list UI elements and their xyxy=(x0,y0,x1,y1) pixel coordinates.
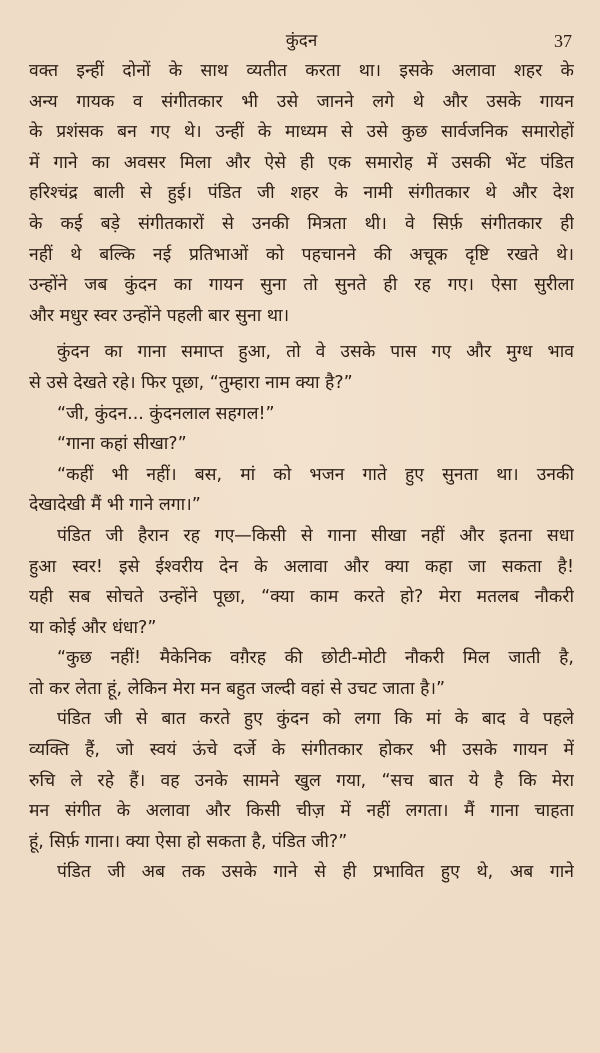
paragraph xyxy=(29,521,574,643)
text-line: पंडित जी हैरान रह गए—किसी से गाना सीखा नहीं और इतना सधा xyxy=(57,525,574,546)
text-line: हुआ स्वर! इसे ईश्वरीय देन के अलावा और क्या कहा जा सकता है! xyxy=(29,556,574,577)
running-header xyxy=(29,0,574,56)
text-line: कुंदन का गाना समाप्त हुआ, तो वे उसके पास गए और मुग्ध भाव xyxy=(57,342,574,363)
text-line: पंडित जी से बात करते हुए कुंदन को लगा कि मां के बाद वे पहले xyxy=(57,709,574,730)
body-text xyxy=(29,56,574,888)
text-line: अन्य गायक व संगीतकार भी उसे जानने लगे थे और उसके गायन xyxy=(29,91,574,112)
text-line: “कहीं भी नहीं। बस, मां को भजन गाते हुए सुनता था। उनकी xyxy=(57,464,574,485)
text-line: वक्त इन्हीं दोनों के साथ व्यतीत करता था। इसके अलावा शहर के xyxy=(29,61,574,81)
text-line: “गाना कहां सीखा?” xyxy=(57,434,187,455)
text-line: या कोई और धंधा?” xyxy=(29,617,157,638)
paragraph xyxy=(29,857,574,888)
text-line: पंडित जी अब तक उसके गाने से ही प्रभावित हुए थे, अब गाने xyxy=(57,862,574,883)
text-line: के प्रशंसक बन गए थे। उन्हीं के माध्यम से उसे कुछ सार्वजनिक समारोहों xyxy=(29,122,574,143)
paragraph xyxy=(29,460,574,521)
paragraph xyxy=(29,704,574,857)
text-line: यही सब सोचते उन्होंने पूछा, “क्या काम करते हो? मेरा मतलब नौकरी xyxy=(29,587,574,608)
paragraph xyxy=(29,56,574,331)
text-line: व्यक्ति हैं, जो स्वयं ऊंचे दर्जे के संगीतकार होकर भी उसके गायन में xyxy=(29,740,574,761)
chapter-title: कुंदन xyxy=(285,31,318,51)
text-line: से उसे देखते रहे। फिर पूछा, “तुम्हारा नाम क्या है?” xyxy=(29,372,353,393)
text-line: हरिश्चंद्र बाली से हुई। पंडित जी शहर के नामी संगीतकार थे और देश xyxy=(29,183,574,204)
text-line: में गाने का अवसर मिला और ऐसे ही एक समारोह में उसकी भेंट पंडित xyxy=(29,152,574,173)
paragraph xyxy=(29,643,574,704)
text-line: और मधुर स्वर उन्होंने पहली बार सुना था। xyxy=(29,305,290,326)
text-line: हूं, सिर्फ़ गाना। क्या ऐसा हो सकता है, पंडित जी?” xyxy=(29,831,348,852)
text-line: मन संगीत के अलावा और किसी चीज़ में नहीं लगता। मैं गाना चाहता xyxy=(29,801,574,822)
text-line: के कई बड़े संगीतकारों से उनकी मित्रता थी। वे सिर्फ़ संगीतकार ही xyxy=(29,213,574,234)
text-line: उन्होंने जब कुंदन का गायन सुना तो सुनते ही रह गए। ऐसा सुरीला xyxy=(29,275,574,296)
paragraph xyxy=(29,399,574,430)
page-number: 37 xyxy=(554,31,572,51)
text-line: देखादेखी मैं भी गाने लगा।” xyxy=(29,495,201,516)
paragraph xyxy=(29,429,574,460)
text-line: नहीं थे बल्कि नई प्रतिभाओं को पहचानने की अचूक दृष्टि रखते थे। xyxy=(29,244,574,265)
paragraph xyxy=(29,337,574,398)
text-line: तो कर लेता हूं, लेकिन मेरा मन बहुत जल्दी वहां से उचट जाता है।” xyxy=(29,678,446,699)
text-line: “जी, कुंदन... कुंदनलाल सहगल!” xyxy=(57,403,275,424)
text-line: रुचि ले रहे हैं। वह उनके सामने खुल गया, “सच बात ये है कि मेरा xyxy=(29,770,574,791)
text-line: “कुछ नहीं! मैकेनिक वग़ैरह की छोटी-मोटी नौकरी मिल जाती है, xyxy=(57,648,574,669)
